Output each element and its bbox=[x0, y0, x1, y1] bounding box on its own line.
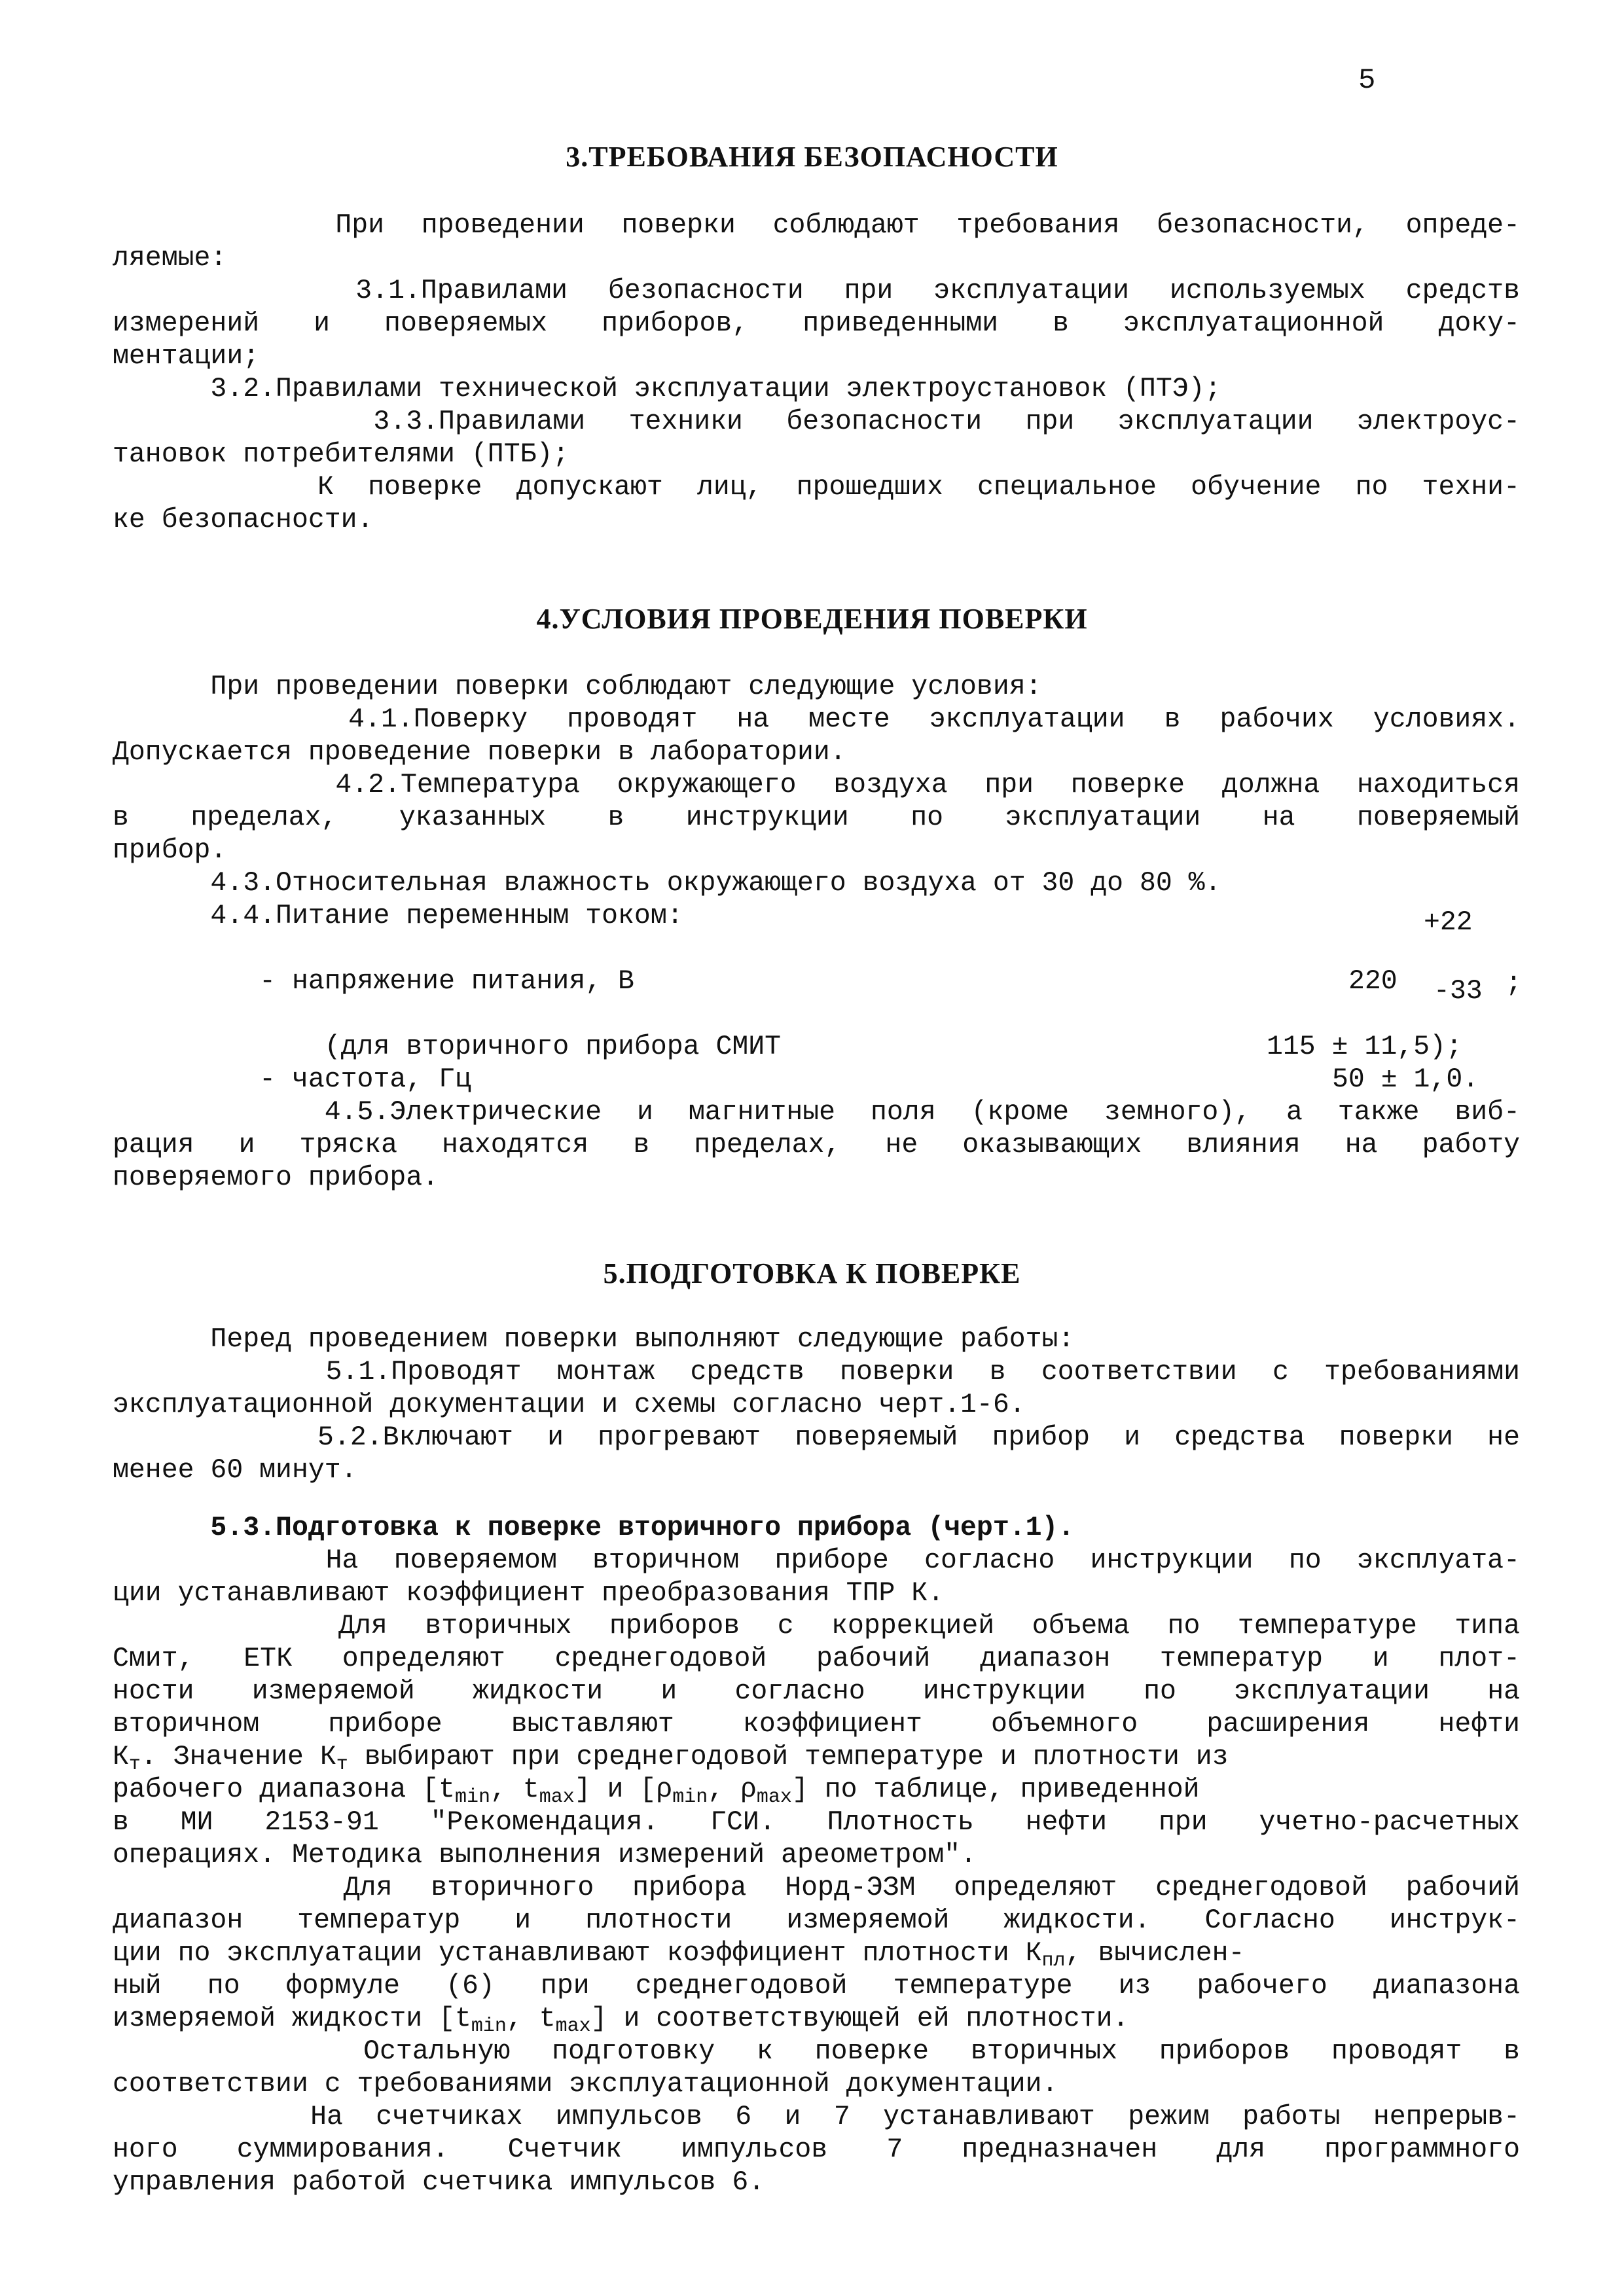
frequency-value: 50 ± 1,0. bbox=[1332, 1064, 1479, 1095]
sec3-line: ментации; bbox=[113, 341, 260, 372]
sec5-line: Для вторичных приборов с коррекцией объема по температуре типа bbox=[113, 1611, 1520, 1641]
sec4-line: При проведении поверки соблюдают следующие условия: bbox=[113, 672, 1042, 702]
sec3-line: К поверке допускают лиц, прошедших специальное обучение по техни- bbox=[113, 472, 1520, 503]
sec5-line: Смит, ЕТК определяют среднегодовой рабочий диапазон температур и плот- bbox=[113, 1643, 1520, 1674]
sec4-line: 4.3.Относительная влажность окружающего воздуха от 30 до 80 %. bbox=[113, 868, 1221, 899]
voltage-tolerance-minus: -33 bbox=[1434, 976, 1483, 1007]
frequency-label: - частота, Гц bbox=[113, 1064, 471, 1095]
sec5-line: эксплуатационной документации и схемы согласно черт.1-6. bbox=[113, 1390, 1026, 1420]
sec5-line: в МИ 2153-91 "Рекомендация. ГСИ. Плотность нефти при учетно-расчетных bbox=[113, 1807, 1520, 1838]
kt-coefficient-line: $К_т$. Значение $К_т$ выбирают при среднегодовой температуре и плотности из bbox=[113, 1742, 1229, 1776]
sec5-line: управления работой счетчика импульсов 6. bbox=[113, 2167, 765, 2198]
sec3-line: ке безопасности. bbox=[113, 505, 374, 535]
sec3-line: 3.3.Правилами техники безопасности при эксплуатации электроус- bbox=[113, 406, 1520, 437]
sec5-line: вторичном приборе выставляют коэффициент объемного расширения нефти bbox=[113, 1709, 1520, 1740]
range-line: рабочего диапазона [$t_{min}$, $t_{max}$] и [$\rho_{min}$, $\rho_{max}$] по таблице, приведенной bbox=[113, 1774, 1200, 1808]
sec5-line: соответствии с требованиями эксплуатационной документации. bbox=[113, 2069, 1058, 2100]
sec5-line: ный по формуле (6) при среднегодовой температуре из рабочего диапазона bbox=[113, 1971, 1520, 2001]
page-number: 5 bbox=[1358, 64, 1376, 97]
sec5-line: менее 60 минут. bbox=[113, 1455, 357, 1486]
sec4-line: 4.2.Температура окружающего воздуха при поверке должна находиться bbox=[113, 770, 1520, 800]
sec4-line: прибор. bbox=[113, 835, 227, 866]
subsection-5-3-title: 5.3.Подготовка к поверке вторичного прибора (черт.1). bbox=[113, 1513, 1075, 1543]
sec4-line: 4.5.Электрические и магнитные поля (кроме земного), а также виб- bbox=[113, 1097, 1520, 1128]
sec5-line: Для вторичного прибора Норд-ЭЗМ определяют среднегодовой рабочий bbox=[113, 1873, 1520, 1903]
section-3-title: 3.ТРЕБОВАНИЯ БЕЗОПАСНОСТИ bbox=[566, 141, 1058, 173]
sec4-line: 4.1.Поверку проводят на месте эксплуатации в рабочих условиях. bbox=[113, 704, 1520, 735]
sec4-line: 4.4.Питание переменным током: bbox=[113, 901, 683, 931]
sec5-line: 5.1.Проводят монтаж средств поверки в соответствии с требованиями bbox=[113, 1357, 1520, 1388]
sec4-line: рация и тряска находятся в пределах, не оказывающих влияния на работу bbox=[113, 1130, 1520, 1160]
section-5-title: 5.ПОДГОТОВКА К ПОВЕРКЕ bbox=[603, 1257, 1021, 1289]
voltage-end: ; bbox=[1506, 968, 1522, 999]
kpl-coefficient-line: ции по эксплуатации устанавливают коэффициент плотности $К_{пл}$, вычислен- bbox=[113, 1938, 1245, 1972]
section-4-title: 4.УСЛОВИЯ ПРОВЕДЕНИЯ ПОВЕРКИ bbox=[536, 603, 1088, 635]
sec5-line: операциях. Методика выполнения измерений ареометром". bbox=[113, 1840, 977, 1871]
sec3-line: измерений и поверяемых приборов, приведенными в эксплуатационной доку- bbox=[113, 308, 1520, 339]
sec5-line: Остальную подготовку к поверке вторичных приборов проводят в bbox=[113, 2036, 1520, 2067]
sec5-line: ного суммирования. Счетчик импульсов 7 предназначен для программного bbox=[113, 2134, 1520, 2165]
sec5-line: диапазон температур и плотности измеряемой жидкости. Согласно инструк- bbox=[113, 1905, 1520, 1936]
sec3-line: тановок потребителями (ПТБ); bbox=[113, 439, 569, 470]
sec5-line: ности измеряемой жидкости и согласно инструкции по эксплуатации на bbox=[113, 1676, 1520, 1707]
sec3-line: 3.1.Правилами безопасности при эксплуатации используемых средств bbox=[113, 276, 1520, 306]
temperature-range-line: измеряемой жидкости [$t_{min}$, $t_{max}$] и соответствующей ей плотности. bbox=[113, 2003, 1129, 2037]
sec5-line: Перед проведением поверки выполняют следующие работы: bbox=[113, 1324, 1075, 1355]
smit-value: 115 ± 11,5); bbox=[1267, 1031, 1462, 1062]
sec3-line: 3.2.Правилами технической эксплуатации электроустановок (ПТЭ); bbox=[113, 374, 1221, 404]
sec5-line: 5.2.Включают и прогревают поверяемый прибор и средства поверки не bbox=[113, 1422, 1520, 1453]
sec4-line: Допускается проведение поверки в лаборатории. bbox=[113, 737, 846, 768]
sec5-line: На поверяемом вторичном приборе согласно инструкции по эксплуата- bbox=[113, 1545, 1520, 1576]
sec4-line: поверяемого прибора. bbox=[113, 1162, 439, 1193]
voltage-tolerance-plus: +22 bbox=[1424, 907, 1473, 938]
sec3-line: При проведении поверки соблюдают требования безопасности, опреде- bbox=[113, 210, 1520, 241]
sec5-line: ции устанавливают коэффициент преобразования ТПР К. bbox=[113, 1578, 945, 1609]
sec4-line: в пределах, указанных в инструкции по эксплуатации на поверяемый bbox=[113, 802, 1520, 833]
sec3-line: ляемые: bbox=[113, 243, 227, 274]
sec5-line: На счетчиках импульсов 6 и 7 устанавливают режим работы непрерыв- bbox=[113, 2102, 1520, 2132]
smit-label: (для вторичного прибора СМИТ bbox=[113, 1031, 782, 1062]
voltage-value: 220 bbox=[1348, 966, 1398, 997]
voltage-label: - напряжение питания, В bbox=[113, 966, 634, 997]
